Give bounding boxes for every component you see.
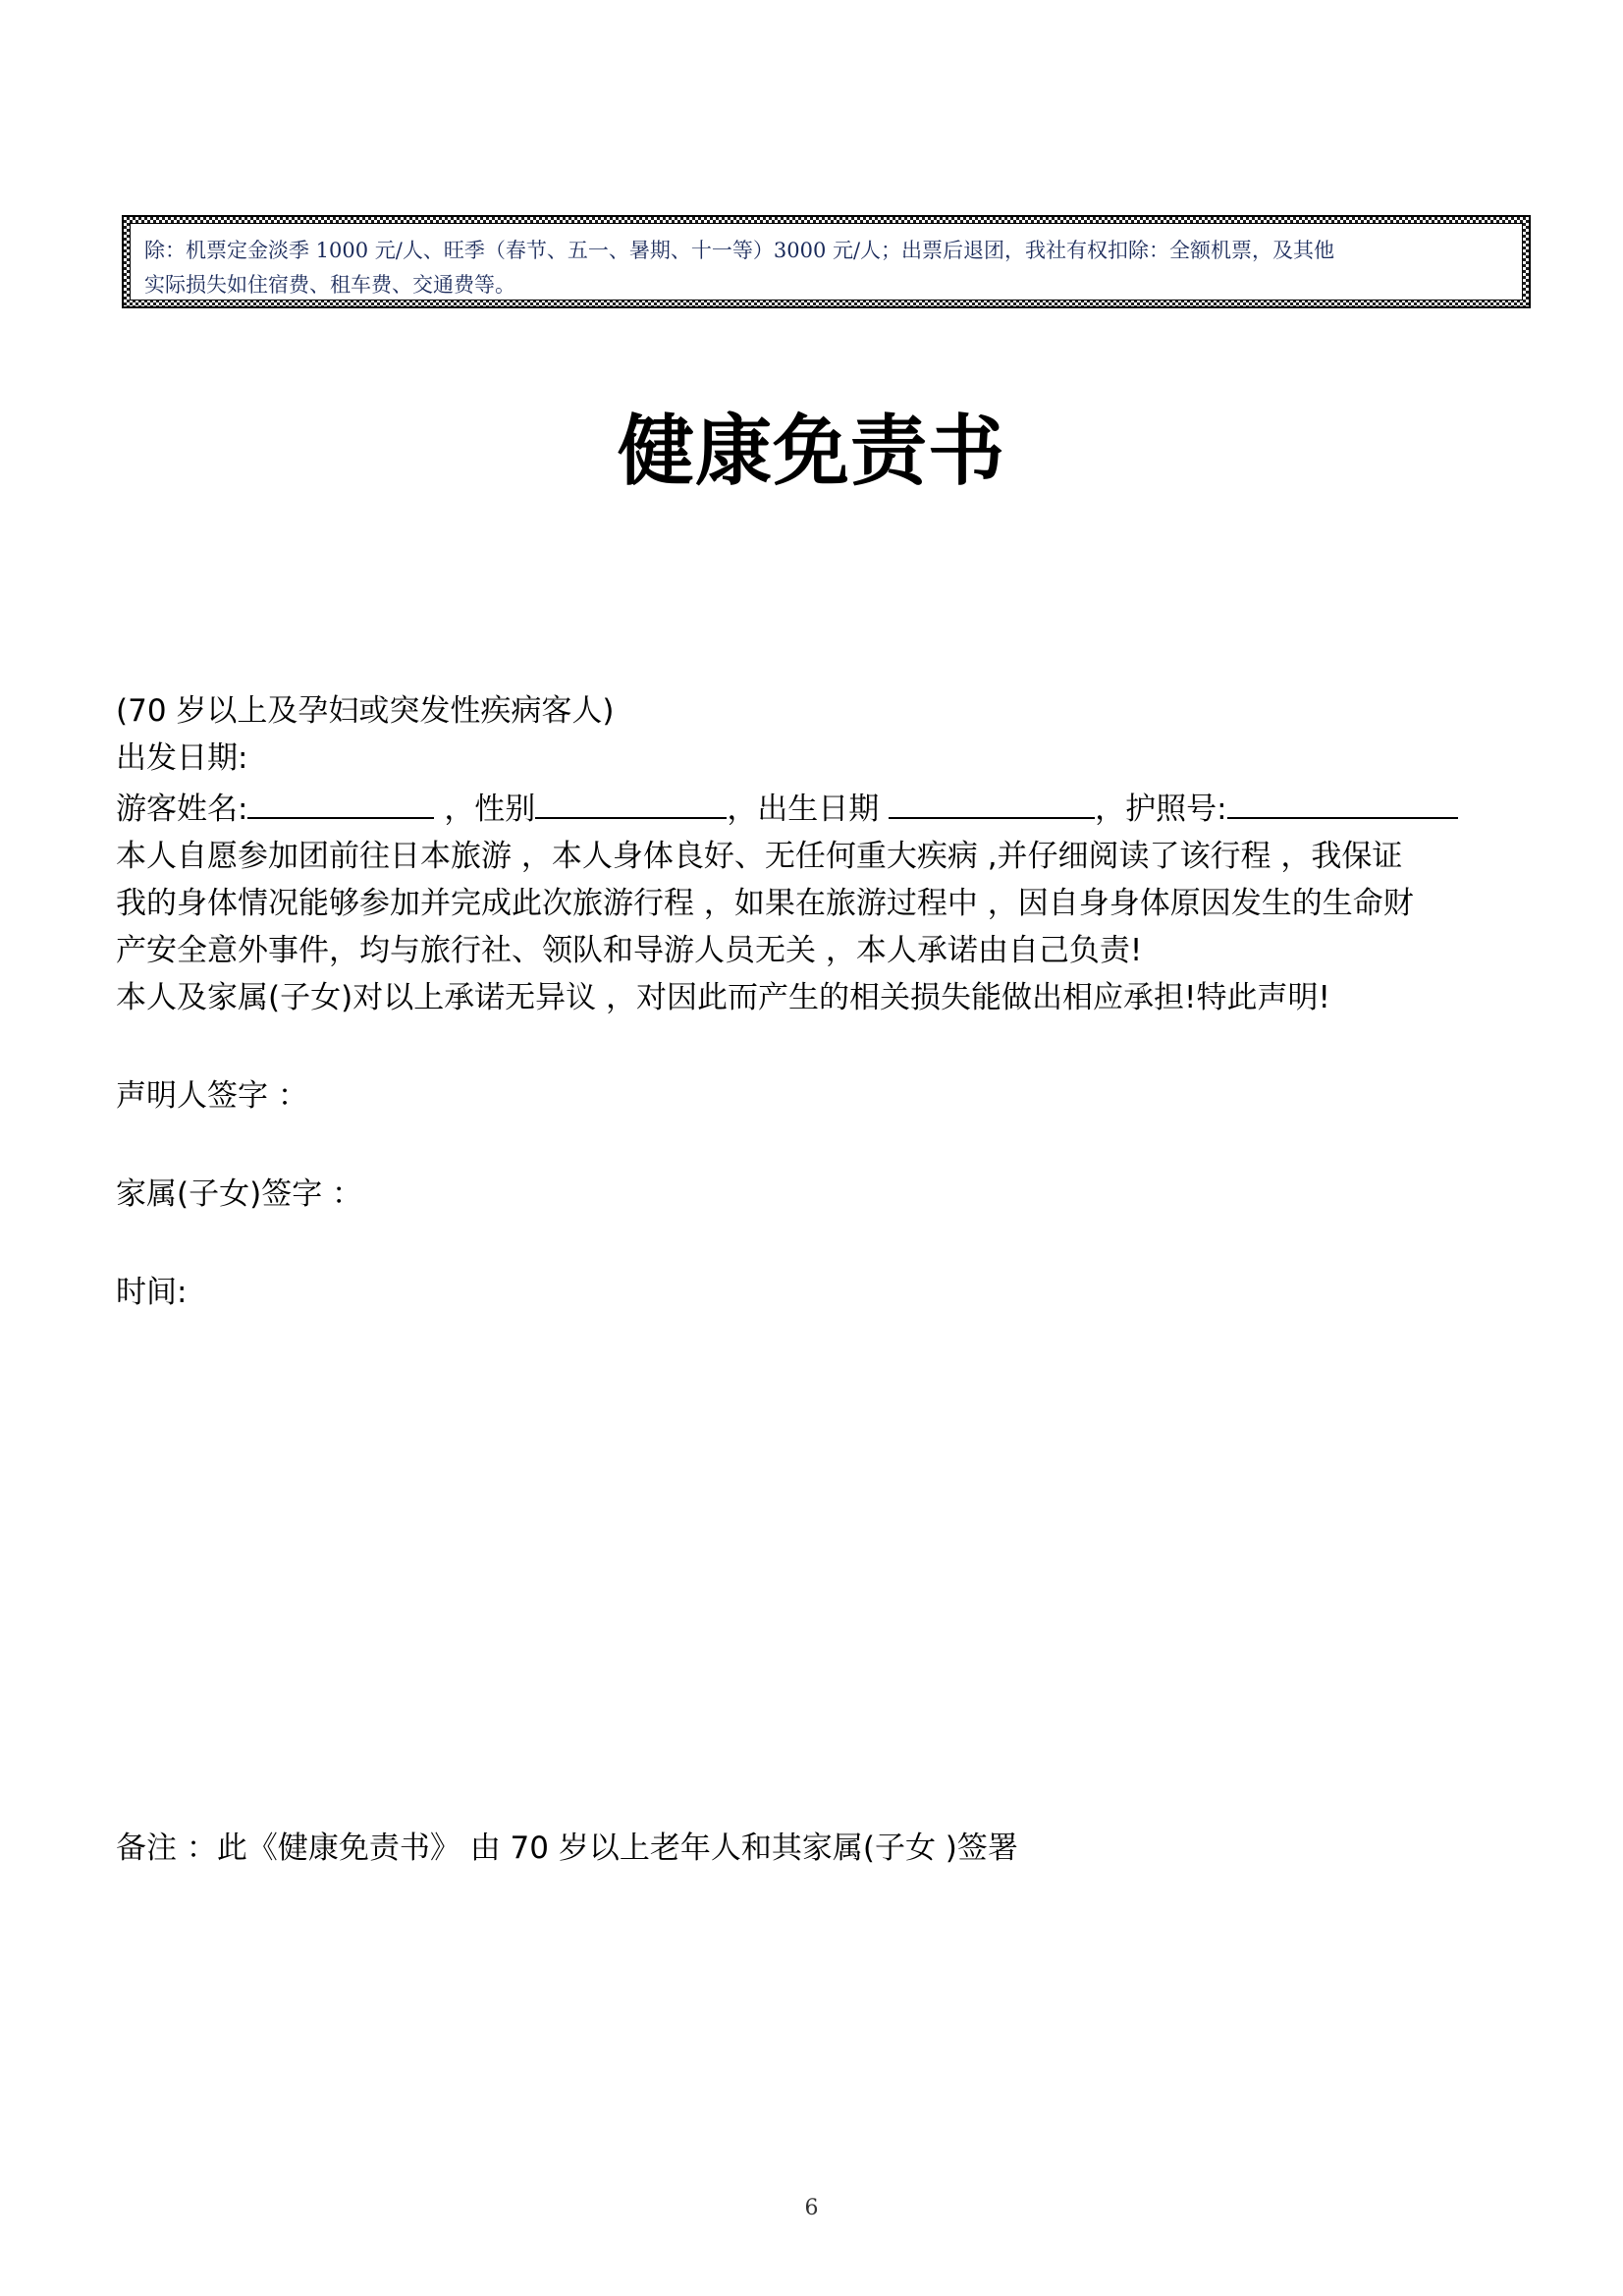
- notice-line-1: 除：机票定金淡季 1000 元/人、旺季（春节、五一、暑期、十一等）3000 元/人；出票后退团，我社有权扣除：全额机票，及其他: [144, 239, 1335, 262]
- gender-field[interactable]: [535, 782, 727, 819]
- declarant-signature-label: 声明人签字 ：: [116, 1078, 308, 1114]
- notice-text: [130, 223, 1523, 301]
- passport-field[interactable]: [1227, 782, 1458, 819]
- declaration-line-3: 产安全意外事件，均与旅行社、领队和导游人员无关 ，本人承诺由自己负责!: [116, 933, 1143, 968]
- gender-label: ，性别: [444, 792, 536, 827]
- name-field[interactable]: [247, 782, 434, 819]
- time-label: 时间:: [116, 1275, 188, 1310]
- birth-date-label: ，出生日期: [727, 792, 880, 827]
- traveler-info-line: [116, 782, 1530, 833]
- page-title: 健康免责书: [617, 407, 1005, 496]
- declaration-line-2: 我的身体情况能够参加并完成此次旅游行程 ，如果在旅游过程中 ，因自身身体原因发生的生命财: [116, 886, 1414, 921]
- name-label: 游客姓名:: [116, 792, 248, 827]
- page-number: 6: [804, 2196, 819, 2220]
- family-consent-line: 本人及家属(子女)对以上承诺无异议 ，对因此而产生的相关损失能做出相应承担!特此声明!: [116, 980, 1330, 1015]
- notice-box: [122, 215, 1531, 308]
- departure-date-label: 出发日期:: [116, 740, 248, 776]
- passport-label: ，护照号:: [1095, 792, 1227, 827]
- remark-note: 备注 ：此《健康免责书》 由 70 岁以上老年人和其家属(子女 )签署: [116, 1831, 1018, 1866]
- document-body: [116, 687, 1530, 1316]
- family-signature-label: 家属(子女)签字 ：: [116, 1176, 363, 1212]
- subtitle: (70 岁以上及孕妇或突发性疾病客人): [116, 693, 615, 729]
- declaration-line-1: 本人自愿参加团前往日本旅游 ，本人身体良好、无任何重大疾病 ,并仔细阅读了该行程 ，我保证: [116, 839, 1403, 874]
- birth-date-field[interactable]: [889, 782, 1095, 819]
- notice-line-2: 实际损失如住宿费、租车费、交通费等。: [144, 273, 515, 297]
